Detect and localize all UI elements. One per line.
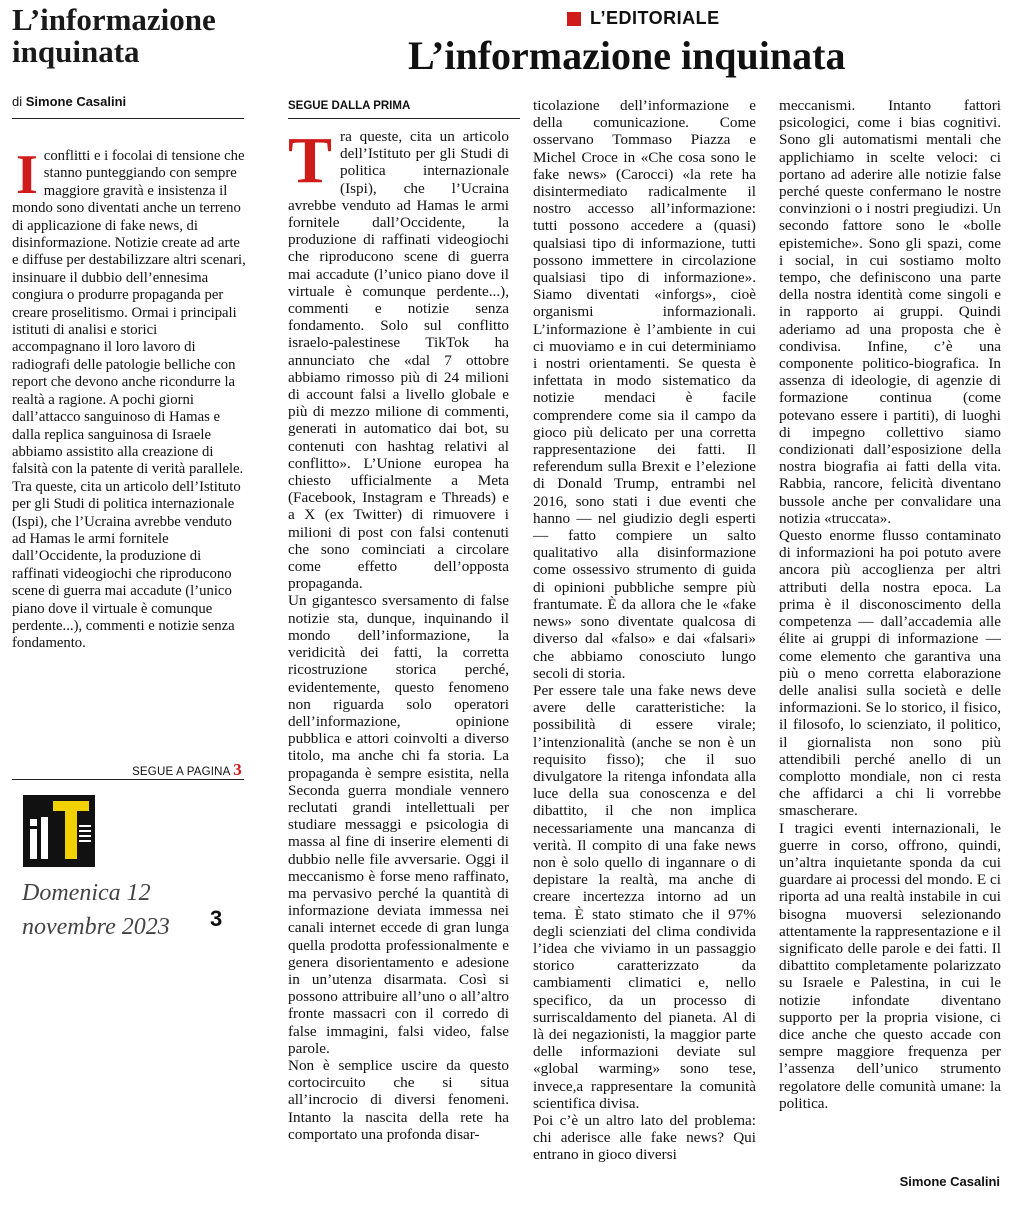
- article-paragraph: ticolazione dell’informazione e della comunicazione. Come osservano Tommaso Piazza e Michel Croce in «Che cosa sono le fake news» (Carocci) «la rete ha disintermediato radicalmente il nostro accesso all’informazione: tutti possono accedere a (quasi) qualsiasi tipo di informazione, tutti possono immettere in circolazione qualsiasi tipo di informazione». Siamo diventati «inforgs», cioè organismi informazionali. L’informazione è l’ambiente in cui ci muoviamo e in cui determiniamo i nostri orientamenti. Se questa è infettata in modo sistematico da notizie mendaci è facile comprendere come sia il campo da gioco più delicato per una corretta rappresentazione dei fatti. Il referendum sulla Brexit e l’elezione di Donald Trump, entrambi nel 2016, sono stati i due eventi che hanno — nel giudizio degli esperti — fatto compiere un salto qualitativo alla disinformazione come ossessivo strumento di guida di opinioni pubbliche sempre più frantumate. È da allora che le «fake news» sono diventate qualcosa di diverso dal «falso» e dai «falsari» che abbiamo conosciuto lungo secoli di storia.: [533, 97, 756, 682]
- article-paragraph: I tragici eventi internazionali, le guerre in corso, offrono, quindi, un’altra inquietante sponda da cui guardare ai processi del mondo. E ci riporta ad una realtà instabile in cui bisogna muoversi selezionando attentamente la rappresentazione e il significato delle parole e dei fatti. Il dibattito completamente polarizzato su Israele e Palestina, in cui le notizie infondate diventano supporto per la propria visione, ci dice anche che questo accade con sempre maggiore frequenza per l’assenza dell’unico strumento regolatore delle comunità umane: la politica.: [779, 819, 1001, 1112]
- article-paragraph: Non è semplice uscire da questo cortocircuito che si situa all’incrocio di diversi fenomeni. Intanto la nascita della rete ha comportato una profonda disar-: [288, 1056, 509, 1143]
- column-rule: [288, 118, 520, 119]
- paragraph-text: ra queste, cita un articolo dell’Istituto per gli Studi di politica internazionale (Ispi), che l’Ucraina avrebbe venduto ad Hamas le armi fornitele dall’Occidente, la produzione di raffinati videogiochi che riproducono scene di guerra mai accadute (l’unico piano dove il virtuale è comunque perdente...), commenti e notizie senza fondamento. Solo sul conflitto israelo-palestinese TikTok ha annunciato che «dal 7 ottobre abbiamo rimosso più di 24 milioni di account falsi a livello globale e più di mezzo milione di commenti, generati in automatico dai bot, su contenuti con hashtag relativi al conflitto». L’Unione europea ha chiesto ufficialmente a Meta (Facebook, Instagram e Threads) e a X (ex Twitter) di rimuovere i milioni di post con falsi contenuti che sono cominciati a circolare come effetto dell’opposta propaganda.: [288, 128, 509, 593]
- article-dropcap: T: [288, 124, 333, 197]
- byline-prefix: di: [12, 94, 23, 109]
- issue-date: Domenica 12 novembre 2023: [22, 880, 170, 940]
- continue-link[interactable]: [132, 760, 242, 780]
- left-headline: L’informazione inquinata: [12, 2, 216, 69]
- kicker-label: L’EDITORIALE: [590, 8, 720, 28]
- article-column-1: [288, 124, 509, 1143]
- main-headline: L’informazione inquinata: [408, 33, 846, 78]
- byline-author: Simone Casalini: [25, 94, 127, 109]
- continue-label: SEGUE A PAGINA: [132, 766, 230, 778]
- byline-rule: [12, 118, 244, 119]
- article-paragraph: [288, 124, 509, 593]
- logo-mark-icon: [23, 795, 95, 867]
- continued-from-label: SEGUE DALLA PRIMA: [288, 100, 411, 112]
- author-signature: Simone Casalini: [899, 1174, 1000, 1189]
- continue-page: 3: [233, 760, 242, 779]
- lead-paragraph: [12, 144, 246, 653]
- article-column-2: [533, 97, 756, 1164]
- article-paragraph: Questo enorme flusso contaminato di informazioni ha poi potuto avere ancora più accoglienza per altri attributi della nostra epoca. La prima è il disconoscimento della competenza — dall’accademia alle élite ai gruppi di informazione — come elemento che garantiva una più o meno corretta elaborazione delle analisi sulla società e delle informazioni. Se lo storico, il fisico, il filosofo, lo scienziato, il politico, il giornalista non sono più attendibili perché anello di un complotto mondiale, non ci resta che affidarci a chi li vorrebbe smascherare.: [779, 527, 1001, 820]
- article-paragraph: Poi c’è un altro lato del problema: chi aderisce alle fake news? Qui entrano in gioco diversi: [533, 1111, 756, 1164]
- article-column-3: [779, 97, 1001, 1112]
- page-number: 3: [210, 906, 223, 931]
- continue-rule: [12, 779, 244, 780]
- section-kicker: [567, 8, 720, 29]
- byline: [12, 94, 244, 109]
- il-t-logo: [23, 795, 95, 867]
- lead-text: conflitti e i focolai di tensione che stanno punteggiando con sempre maggiore gravità e insistenza il mondo sono diventati anche un terreno di applicazione di fake news, di disinformazione. Notizie create ad arte e diffuse per destabilizzare altri scenari, insinuare il dubbio dell’ennesima congiura o produrre propaganda per creare proselitismo. Ormai i principali istituti di analisi e storici accompagnano il loro lavoro di radiografi delle patologie belliche con report che devono anche ricondurre la realtà a ragione. A pochi giorni dall’attacco sanguinoso di Hamas e dalla replica sanguinosa di Israele abbiamo assistito alla creazione di falsità con la patente di verità parallele. Tra queste, cita un articolo dell’Istituto per gli Studi di politica internazionale (Ispi), che l’Ucraina avrebbe venduto ad Hamas le armi fornitele dall’Occidente, la produzione di raffinati videogiochi che riproducono scene di guerra mai accadute (l’unico piano dove il virtuale è comunque perdente...), commenti e notizie senza fondamento.: [12, 148, 246, 652]
- article-paragraph: Per essere tale una fake news deve avere delle caratteristiche: la possibilità di essere virale; l’intenzionalità (anche se non è un requisito fisso); che il suo divulgatore la ritenga infondata alla luce della sua conoscenza e del dibattito, il che non implica necessariamente una mancanza di verità. Il compito di una fake news non è solo quello di ingannare o di depistare la realtà, ma anche di creare incertezza intorno ad un tema. È stato stimato che il 97% degli scienziati del clima condivida l’idea che viviamo in un passaggio storico caratterizzato da cambiamenti climatici e, nello specifico, da un processo di surriscaldamento del pianeta. Al di là dei negazionisti, la maggior parte delle informazioni deviate sul «global warming» sono tese, invece,a rappresentare la comunità scientifica divisa.: [533, 681, 756, 1112]
- lead-dropcap: I: [16, 144, 38, 206]
- article-paragraph: Un gigantesco sversamento di false notizie sta, dunque, inquinando il mondo dell’informazione, la veridicità dei fatti, la corretta ricostruzione storica perché, evidentemente, questo fenomeno non riguarda solo operatori dell’informazione, opinione pubblica e attori coinvolti a diverso titolo, ma anche chi fa storia. La propaganda è sempre esistita, nella Seconda guerra mondiale vennero reclutati grandi intellettuali per studiare messaggi e psicologia di massa al fine di inserire elementi di dubbio nelle file avversarie. Oggi il meccanismo è forse meno raffinato, ma pervasivo perché la quantità di informazione deviata immessa nei canali internet eccede di gran lunga quella prodotta professionalmente e genera disorientamento e adesione in un’utenza disarmata. Così si possono attribuire all’uno o all’altro fronte massacri con il corredo di false immagini, falsi video, false parole.: [288, 592, 509, 1057]
- red-square-icon: [567, 12, 581, 26]
- article-paragraph: meccanismi. Intanto fattori psicologici, come i bias cognitivi. Sono gli automatismi mentali che applichiamo in scelte veloci: ci portano ad aderire alle notizie false perché queste confermano le nostre convinzioni o i nostri pregiudizi. Un secondo fattore sono le «bolle epistemiche». Sono gli spazi, come i social, in cui sostiamo molto tempo, che definiscono una parte della nostra identità come singoli e in rapporto ai gruppi. Quindi aderiamo ad una proposta che è condivisa. Infine, c’è una componente politico-biografica. In assenza di ideologie, di agenzie di formazione continua (come potevano essere i partiti), di luoghi di impegno collettivo siamo condizionati dall’esposizione della nostra biografia ai fatti della vita. Rabbia, rancore, felicità diventano bussole anche per convalidare una notizia «truccata».: [779, 97, 1001, 527]
